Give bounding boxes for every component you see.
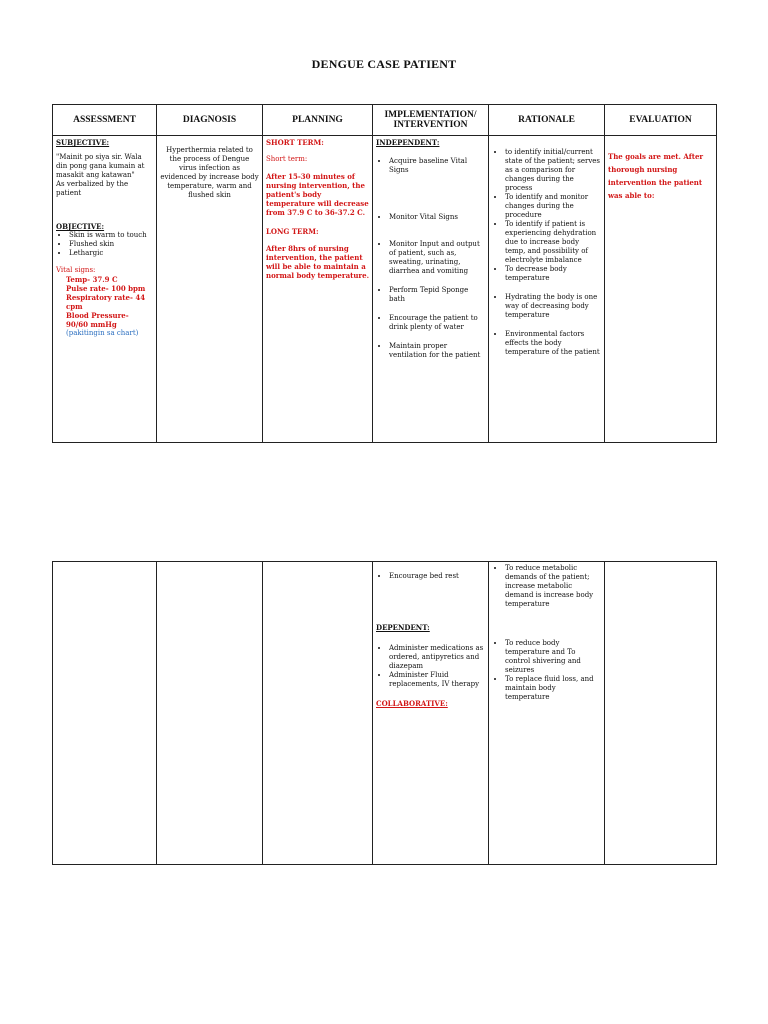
intervention-item: • Encourage the patient to drink plenty of water bbox=[389, 314, 485, 332]
header-rationale: RATIONALE bbox=[489, 105, 605, 136]
objective-item: • Skin is warm to touch bbox=[69, 231, 153, 240]
rationale-item: • Environmental factors effects the body temperature of the patient bbox=[505, 330, 601, 357]
collaborative-label: COLLABORATIVE: bbox=[376, 699, 448, 708]
rationale-item: • Hydrating the body is one way of decreasing body temperature bbox=[505, 293, 601, 320]
page-title: DENGUE CASE PATIENT bbox=[311, 57, 457, 71]
rationale-item: • To reduce body temperature and To control shivering and seizures bbox=[505, 639, 601, 675]
care-plan-table-page-1 bbox=[52, 104, 717, 443]
evaluation-cell bbox=[605, 136, 717, 443]
assessment-cell-continued bbox=[53, 562, 157, 865]
dependent-label: DEPENDENT: bbox=[376, 623, 430, 632]
short-term-sublabel: Short term: bbox=[266, 155, 308, 163]
vital-temp: Temp- 37.9 C bbox=[66, 275, 118, 284]
verbalized-note: As verbalized by the patient bbox=[56, 180, 129, 197]
rationale-item: • To replace fluid loss, and maintain body temperature bbox=[505, 675, 601, 702]
planning-cell-continued bbox=[263, 562, 373, 865]
intervention-item: • Monitor Input and output of patient, such as, sweating, urinating, diarrhea and vomiting bbox=[389, 240, 485, 276]
intervention-item: • Acquire baseline Vital Signs bbox=[389, 157, 485, 175]
rationale-item: • To decrease body temperature bbox=[505, 265, 601, 283]
header-row bbox=[53, 105, 717, 136]
header-evaluation: EVALUATION bbox=[605, 105, 717, 136]
implementation-cell-continued bbox=[373, 562, 489, 865]
objective-list bbox=[56, 231, 153, 258]
intervention-item: • Encourage bed rest bbox=[389, 572, 485, 581]
short-term-goal: After 15-30 minutes of nursing intervention, the patient's body temperature will decrease from 37.9 C to 36-37.2 C. bbox=[266, 172, 369, 217]
header-implementation: IMPLEMENTATION/ INTERVENTION bbox=[373, 105, 489, 136]
rationale-item: • To identify if patient is experiencing dehydration due to increase body temp, and possibility of electrolyte imbalance bbox=[505, 220, 601, 265]
vital-blood-pressure: Blood Pressure- 90/60 mmHg bbox=[66, 311, 129, 329]
intervention-item: • Administer medications as ordered, antipyretics and diazepam bbox=[389, 644, 485, 671]
rationale-list-continued bbox=[492, 564, 601, 702]
subjective-quote: "Mainit po siya sir. Wala din pong gana kumain at masakit ang katawan" bbox=[56, 153, 145, 179]
diagnosis-cell-continued bbox=[157, 562, 263, 865]
intervention-item: • Maintain proper ventilation for the patient bbox=[389, 342, 485, 360]
intervention-item: • Monitor Vital Signs bbox=[389, 213, 485, 222]
evaluation-text: The goals are met. After thorough nursing intervention the patient was able to: bbox=[608, 152, 704, 200]
vital-respiratory: Respiratory rate- 44 cpm bbox=[66, 293, 146, 311]
dependent-list bbox=[376, 644, 485, 689]
intervention-item: • Administer Fluid replacements, IV therapy bbox=[389, 671, 485, 689]
independent-label: INDEPENDENT: bbox=[376, 138, 440, 147]
rationale-cell-continued bbox=[489, 562, 605, 865]
objective-item: • Lethargic bbox=[69, 249, 153, 258]
objective-item: • Flushed skin bbox=[69, 240, 153, 249]
planning-cell bbox=[263, 136, 373, 443]
vital-pulse: Pulse rate- 100 bpm bbox=[66, 284, 146, 293]
objective-label: OBJECTIVE: bbox=[56, 222, 105, 231]
evaluation-cell-continued bbox=[605, 562, 717, 865]
rationale-item: • to identify initial/current state of the patient; serves as a comparison for changes during the process bbox=[505, 148, 601, 193]
assessment-cell bbox=[53, 136, 157, 443]
bed-rest-list bbox=[376, 572, 485, 581]
diagnosis-cell bbox=[157, 136, 263, 443]
independent-list bbox=[376, 157, 485, 360]
rationale-list bbox=[492, 148, 601, 357]
chart-note: (pakitingin sa chart) bbox=[66, 329, 139, 337]
rationale-item: • To identify and monitor changes during the procedure bbox=[505, 193, 601, 220]
rationale-cell bbox=[489, 136, 605, 443]
subjective-label: SUBJECTIVE: bbox=[56, 138, 110, 147]
long-term-goal: After 8hrs of nursing intervention, the patient will be able to maintain a normal body temperature. bbox=[266, 244, 370, 280]
header-diagnosis: DIAGNOSIS bbox=[157, 105, 263, 136]
rationale-item: • To reduce metabolic demands of the patient; increase metabolic demand is increase body temperature bbox=[505, 564, 601, 609]
care-plan-table-page-2 bbox=[52, 561, 717, 865]
header-assessment: ASSESSMENT bbox=[53, 105, 157, 136]
short-term-label: SHORT TERM: bbox=[266, 138, 324, 147]
diagnosis-text: Hyperthermia related to the process of Dengue virus infection as evidenced by increase body temperature, warm and flushed skin bbox=[160, 146, 259, 199]
vital-signs-label: Vital signs: bbox=[56, 266, 96, 274]
header-planning: PLANNING bbox=[263, 105, 373, 136]
long-term-label: LONG TERM: bbox=[266, 227, 319, 236]
intervention-item: • Perform Tepid Sponge bath bbox=[389, 286, 485, 304]
implementation-cell bbox=[373, 136, 489, 443]
